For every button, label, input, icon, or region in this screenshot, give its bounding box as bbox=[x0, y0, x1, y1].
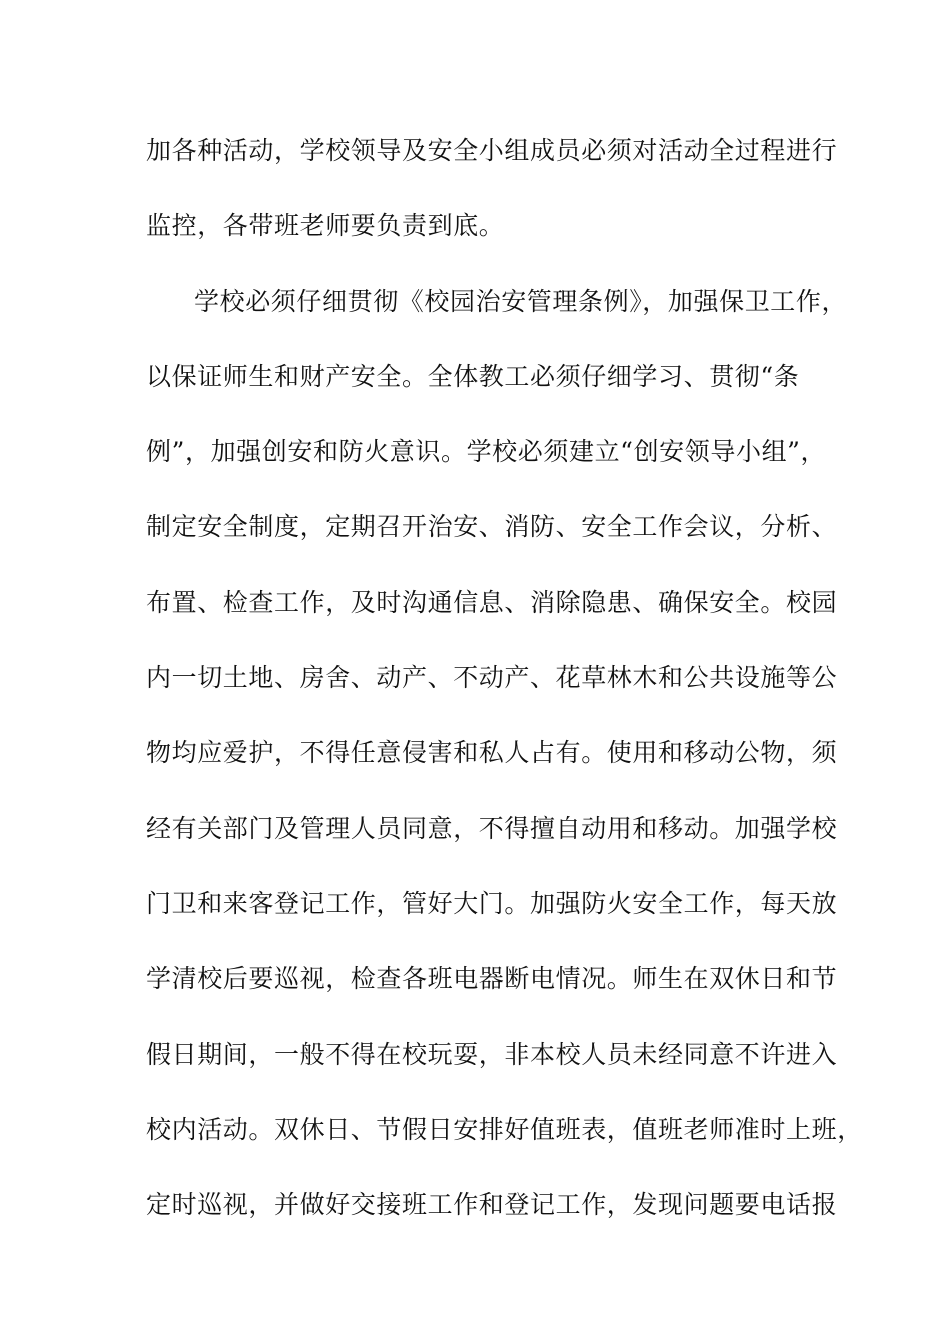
text-line-11: 门卫和来客登记工作，管好大门。加强防火安全工作，每天放 bbox=[146, 888, 838, 918]
text-line-2: 监控，各带班老师要负责到底。 bbox=[146, 211, 505, 241]
body-text bbox=[146, 130, 863, 1259]
text-line-10: 经有关部门及管理人员同意，不得擅自动用和移动。加强学校 bbox=[146, 813, 838, 843]
text-line-7: 布置、检查工作，及时沟通信息、消除隐患、确保安全。校园 bbox=[146, 587, 838, 617]
text-line-3: 学校必须仔细贯彻《校园治安管理条例》，加强保卫工作， bbox=[194, 286, 848, 316]
text-line-14: 校内活动。双休日、节假日安排好值班表，值班老师准时上班， bbox=[146, 1114, 863, 1144]
text-line-1: 加各种活动，学校领导及安全小组成员必须对活动全过程进行 bbox=[146, 136, 838, 165]
text-line-8: 内一切土地、房舍、动产、不动产、花草林木和公共设施等公 bbox=[146, 663, 838, 693]
text-line-5: 例”，加强创安和防火意识。学校必须建立“创安领导小组”， bbox=[146, 437, 827, 467]
text-line-6: 制定安全制度，定期召开治安、消防、安全工作会议，分析、 bbox=[146, 512, 838, 542]
text-line-9: 物均应爱护，不得任意侵害和私人占有。使用和移动公物，须 bbox=[146, 738, 838, 768]
text-line-12: 学清校后要巡视，检查各班电器断电情况。师生在双休日和节 bbox=[146, 964, 838, 994]
text-line-13: 假日期间，一般不得在校玩耍，非本校人员未经同意不许进入 bbox=[146, 1039, 838, 1069]
text-line-15: 定时巡视，并做好交接班工作和登记工作，发现问题要电话报 bbox=[146, 1190, 838, 1220]
text-line-4: 以保证师生和财产安全。全体教工必须仔细学习、贯彻“条 bbox=[146, 361, 800, 391]
